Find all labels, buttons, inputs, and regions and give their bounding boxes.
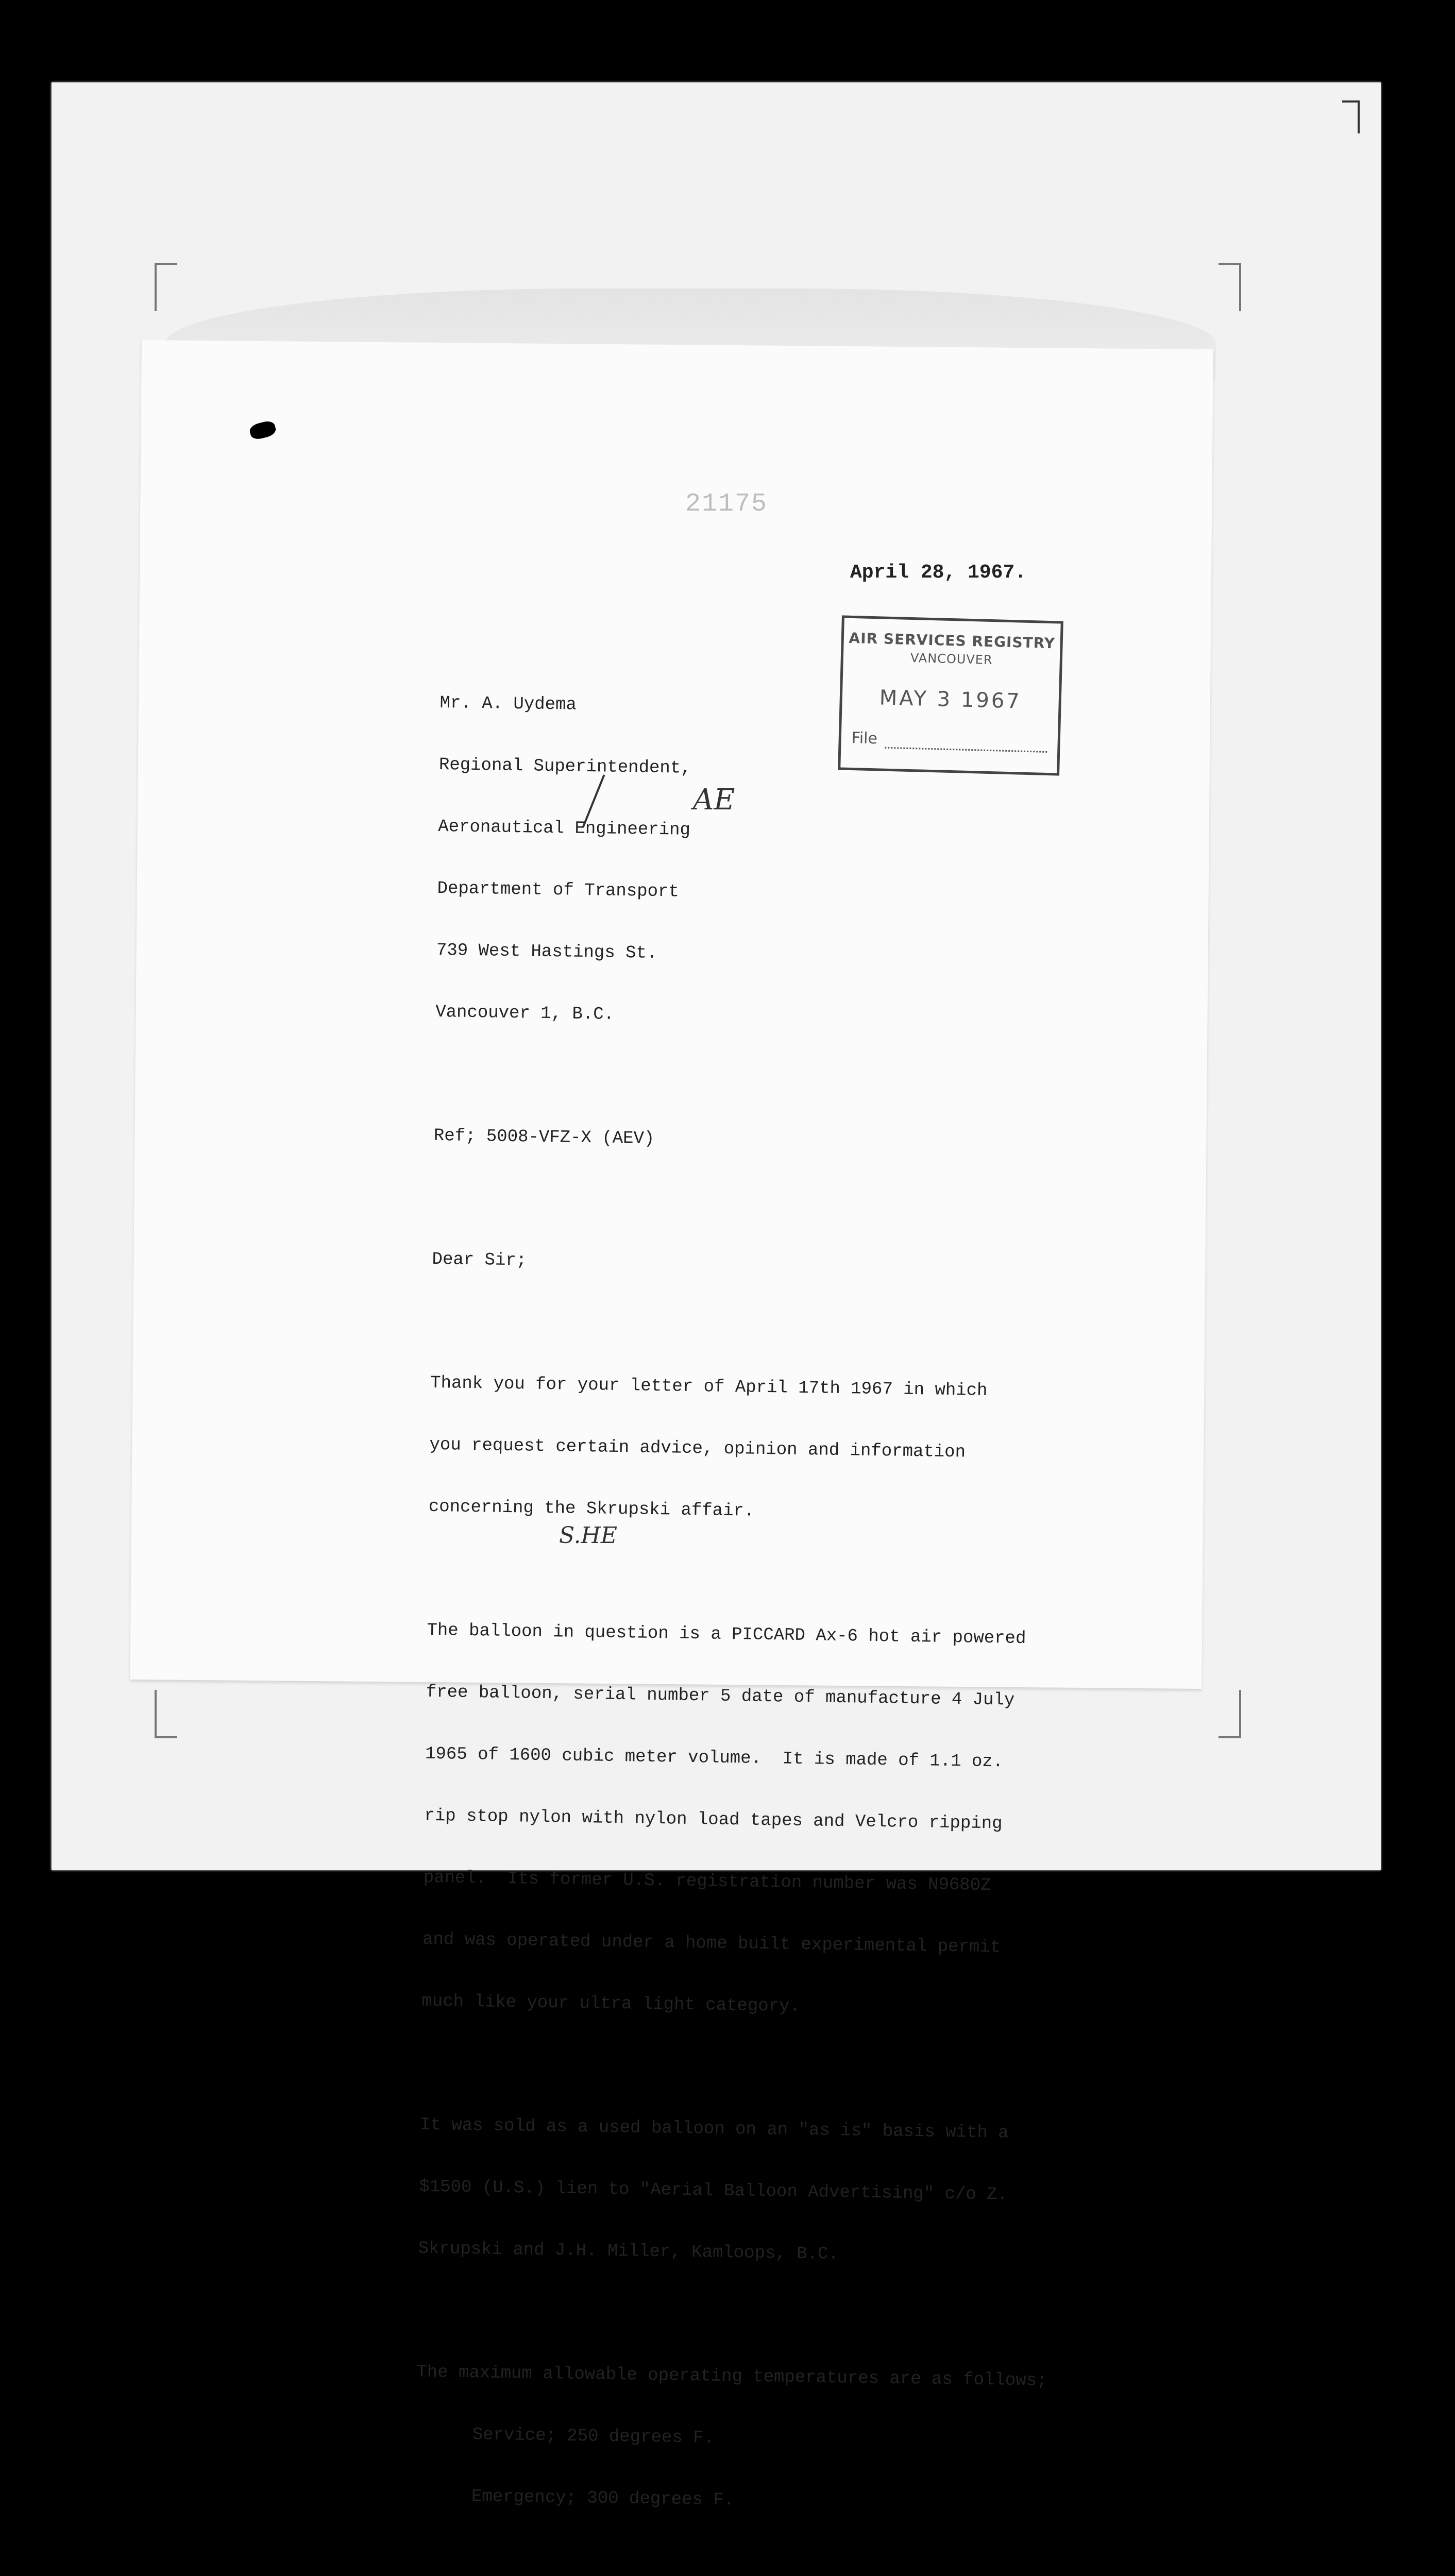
temperature-item: Service; 250 degrees F. xyxy=(472,2425,715,2448)
paragraph-line: and was operated under a home built experimental permit xyxy=(422,1929,1001,1958)
handwritten-initials: S.HE xyxy=(559,1522,618,1549)
salutation: Dear Sir; xyxy=(432,1249,527,1271)
reference-line: Ref; 5008-VFZ-X (AEV) xyxy=(433,1126,655,1149)
letter-body xyxy=(403,652,1124,2576)
stamp-file-label: File xyxy=(851,729,878,748)
paragraph-line: $1500 (U.S.) lien to "Aerial Balloon Advertising" c/o Z. xyxy=(419,2177,1008,2205)
paragraph-line: Thank you for your letter of April 17th 1967 in which xyxy=(430,1373,988,1401)
crop-mark-outer xyxy=(1342,100,1360,133)
paragraph-line: 1965 of 1600 cubic meter volume. It is made of 1.1 oz. xyxy=(425,1744,1004,1772)
paragraph-line: panel. Its former U.S. registration number was N9680Z xyxy=(423,1868,991,1896)
crop-mark-top-right xyxy=(1219,263,1241,311)
paragraph-line: you request certain advice, opinion and information xyxy=(429,1435,966,1463)
stamp-registry-name: AIR SERVICES REGISTRY xyxy=(849,629,1056,652)
stamp-city: VANCOUVER xyxy=(910,650,993,668)
recipient-line: Department of Transport xyxy=(437,878,680,902)
file-number: 21175 xyxy=(685,489,768,519)
paragraph-line: Skrupski and J.H. Miller, Kamloops, B.C. xyxy=(418,2239,839,2265)
crop-mark-bottom-right xyxy=(1219,1690,1241,1738)
paragraph-line: The balloon in question is a PICCARD Ax-6 hot air powered xyxy=(427,1620,1026,1649)
recipient-line: Mr. A. Uydema xyxy=(439,693,577,715)
letter-date: April 28, 1967. xyxy=(850,562,1027,584)
recipient-line: Aeronautical Engineering xyxy=(437,817,691,840)
handwritten-ae: AE xyxy=(693,783,735,817)
paragraph-line: rip stop nylon with nylon load tapes and Velcro ripping xyxy=(424,1806,1003,1834)
paragraph-line: The maximum allowable operating temperatures are as follows; xyxy=(416,2362,1047,2391)
paragraph-line: free balloon, serial number 5 date of manufacture 4 July xyxy=(426,1682,1015,1710)
temperature-item: Emergency; 300 degrees F. xyxy=(471,2487,735,2511)
crop-mark-bottom-left xyxy=(155,1690,177,1738)
crop-mark-top-left xyxy=(155,263,177,311)
paragraph-line: concerning the Skrupski affair. xyxy=(428,1497,755,1521)
stamp-date: MAY 3 1967 xyxy=(879,686,1022,714)
recipient-line: Regional Superintendent, xyxy=(438,755,691,778)
recipient-line: Vancouver 1, B.C. xyxy=(435,1002,615,1025)
recipient-line: 739 West Hastings St. xyxy=(436,940,657,963)
paragraph-line: much like your ultra light category. xyxy=(421,1991,801,2016)
paragraph-line: It was sold as a used balloon on an "as is" basis with a xyxy=(419,2115,1009,2143)
